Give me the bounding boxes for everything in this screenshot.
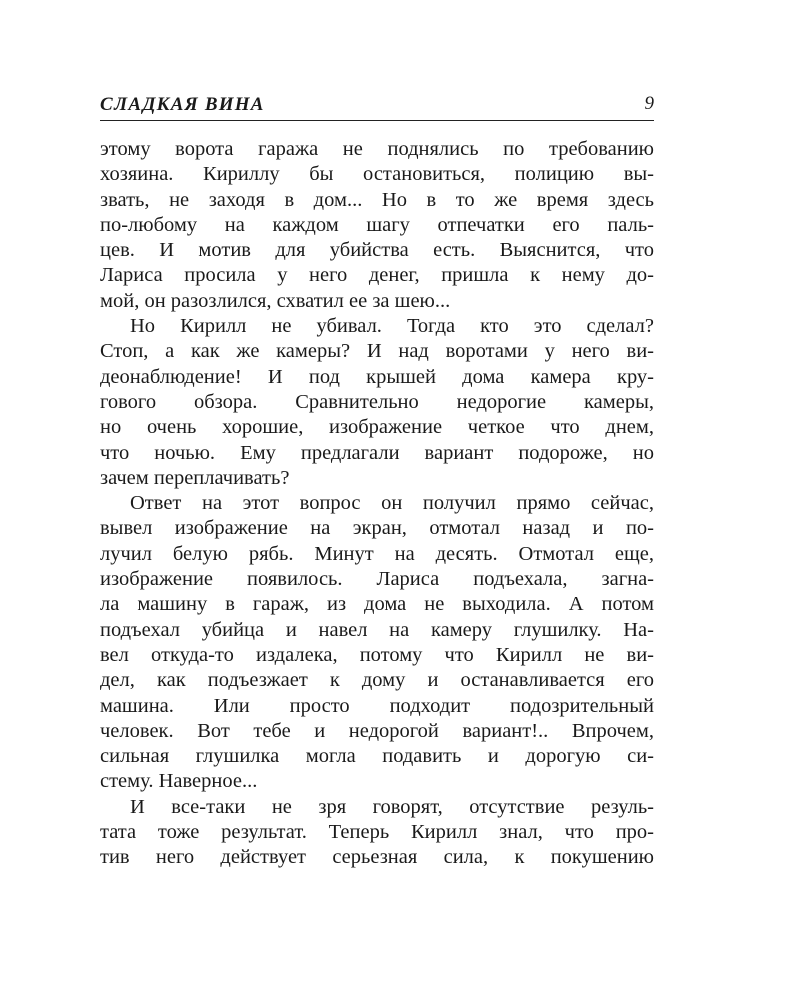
book-page [100, 92, 654, 871]
text-line: Лариса просила у него денег, пришла к нему до- [100, 264, 654, 287]
text-line: И все-таки не зря говорят, отсутствие резуль- [130, 795, 654, 818]
text-line: мой, он разозлился, схватил ее за шею... [100, 289, 451, 312]
text-line: лучил белую рябь. Минут на десять. Отмотал еще, [100, 542, 654, 565]
body-text [100, 137, 654, 871]
text-line: зачем переплачивать? [100, 466, 290, 489]
text-line: тив него действует серьезная сила, к покушению [100, 846, 654, 869]
text-line: вывел изображение на экран, отмотал назад и по- [100, 517, 654, 540]
running-header [100, 92, 654, 121]
text-line: изображение появилось. Лариса подъехала, загна- [100, 568, 654, 591]
text-line: подъехал убийца и навел на камеру глушилку. На- [100, 618, 654, 641]
text-line: деонаблюдение! И под крышей дома камера кру- [100, 365, 654, 388]
text-line: дел, как подъезжает к дому и останавливается его [100, 669, 654, 692]
text-line: этому ворота гаража не поднялись по требованию [100, 138, 654, 160]
text-line: цев. И мотив для убийства есть. Выяснится, что [100, 239, 654, 262]
text-line: ла машину в гараж, из дома не выходила. А потом [100, 593, 654, 616]
text-line: что ночью. Ему предлагали вариант подороже, но [100, 441, 654, 464]
book-title: СЛАДКАЯ ВИНА [100, 94, 265, 115]
text-line: человек. Вот тебе и недорогой вариант!.. Впрочем, [100, 719, 654, 742]
text-line: Но Кирилл не убивал. Тогда кто это сделал? [130, 315, 654, 338]
text-line: хозяина. Кириллу бы остановиться, полицию вы- [100, 163, 654, 186]
text-line: сильная глушилка могла подавить и дорогую си- [100, 745, 654, 768]
text-line: по-любому на каждом шагу отпечатки его паль- [100, 213, 654, 236]
text-line: стему. Наверное... [100, 770, 258, 793]
text-line: тата тоже результат. Теперь Кирилл знал, что про- [100, 821, 654, 844]
text-line: звать, не заходя в дом... Но в то же время здесь [100, 188, 654, 211]
text-line: Стоп, а как же камеры? И над воротами у него ви- [100, 340, 654, 363]
text-line: вел откуда-то издалека, потому что Кирилл не ви- [100, 643, 654, 666]
page-number: 9 [644, 93, 654, 114]
text-line: но очень хорошие, изображение четкое что днем, [100, 416, 654, 439]
text-line: Ответ на этот вопрос он получил прямо сейчас, [130, 492, 654, 515]
text-line: машина. Или просто подходит подозрительный [100, 694, 654, 717]
text-line: гового обзора. Сравнительно недорогие камеры, [100, 390, 654, 413]
